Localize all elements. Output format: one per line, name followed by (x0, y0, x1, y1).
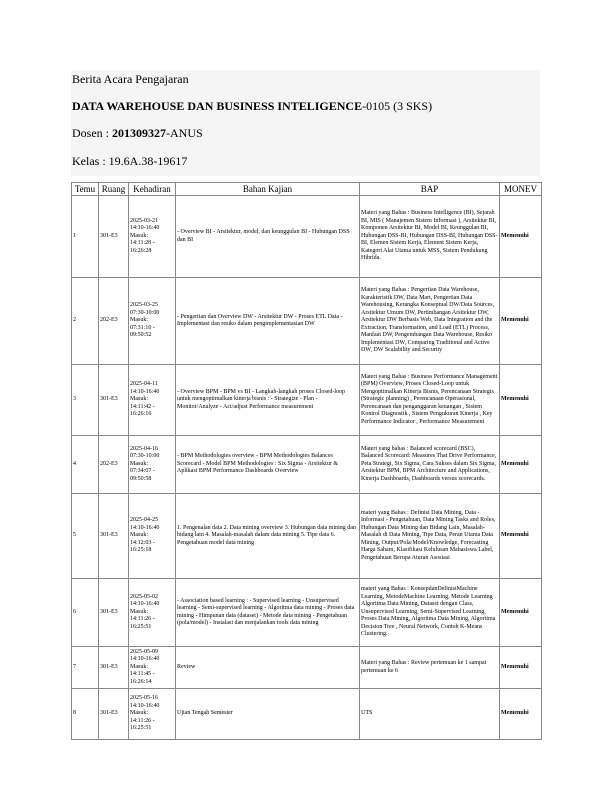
masuk-label: Masuk: (130, 396, 148, 403)
bap-cell: materi yang Bahas : KonsepdanDefinisiMachine Learning, MetodeMachine Learning, Metode Learning Algoritma Data Mining, Dataset dengan Class, Unsupervised Learning, Semi-Supervised Learning, Proses Data Mining, Algoritma Data Mining, Algoritma Decision Tree , Neural Network, Contoh K-Means Clustering. (360, 579, 500, 647)
waktu: 14:10-16:40 (130, 225, 160, 232)
temu-cell: 2 (72, 278, 99, 365)
course-code: -0105 (3 SKS) (362, 99, 433, 113)
bahan-kajian-cell: - Association based learning : - Supervised learning - Unsupervised learning - Semi-supervised learning - Algoritma data mining - Proses data mining - Himpunan data (dataset) - Metode data mining - Pengetahuan (pola/model) - Instalasi dan menjalankan tools data mining (176, 579, 360, 647)
dosen-line (72, 126, 203, 141)
bap-cell: Materi yang Bahas : Business Performance Management (BPM) Overview, Proses Closed-Loop untuk Mengoptimalkan Kinerja Bisnis, Perencanaan Strategis (Strategic planning) , Perencanaan Operasional, Perencanaan dan penganggaran keuangan , Sistem Kontrol Diagnostik , Sistem Pengukuran Kinerja , Key Performance Indicator , Performance Measurement (360, 365, 500, 436)
bahan-kajian-cell: - Overview BI - Arsitektur, model, dan keunggulan BI - Hubungan DSS dan BI (176, 196, 360, 278)
tanggal: 2025-05-16 (130, 695, 158, 702)
table-row (72, 647, 542, 689)
monev-cell: Memenuhi (500, 365, 542, 436)
monev-cell: Memenuhi (500, 196, 542, 278)
doc-title: Berita Acara Pengajaran (72, 72, 189, 86)
table-header-row (72, 183, 542, 196)
monev-cell: Memenuhi (500, 579, 542, 647)
masuk-time: 14:11:42 - 16:26:16 (130, 403, 155, 418)
masuk-label: Masuk: (130, 608, 148, 615)
tanggal: 2025-05-02 (130, 593, 158, 600)
kehadiran-cell (129, 365, 176, 436)
bap-cell: Materi yang bahas : Balanced scorecard (BSC), Balanced Scorecard: Measures That Drive Performance, Peta Strategi, Six Sigma, Cara Sukses dalam Six Sigma, Arsitektur BPM, BPM Architecture and Applications, Kinerja Dashboards, Dashboards versus scorecards. (360, 436, 500, 494)
bahan-kajian-cell: - Pengertian dan Overview DW - Arsitektur DW - Proses ETL Data - Implementasi dan resiko dalam pengimplementasian DW (176, 278, 360, 365)
monev-cell: Memenuhi (500, 647, 542, 689)
tanggal: 2025-03-21 (130, 217, 158, 224)
waktu: 14:10-16:40 (130, 388, 160, 395)
tanggal: 2025-04-11 (130, 381, 158, 388)
masuk-time: 14:11:26 - 16:25:51 (130, 616, 155, 630)
kelas-value: : 19.6A.38-19617 (99, 154, 188, 168)
bahan-kajian-cell: Review (176, 647, 360, 689)
waktu: 14:10-16:40 (130, 524, 160, 531)
kehadiran-cell (129, 689, 176, 740)
bap-cell: Materi yang Bahas : Pengertian Data Warehouse, Karakteristik DW, Data Mart, Pengertian Data Warehousing, Kerangka Konseptual DW/Data Sources, Arsitektur Umum DW, Pertimbangan Arsitektur DW, Arsitektur DW Berbasis Web, Data Integration and the Extraction, Transformation, and Load (ETL) Process, Manfaat DW, Pengembangan Data Warehouse, Resiko Implementasi DW, Comparing Traditional and Active DW, DW Scalability and Security (360, 278, 500, 365)
masuk-time: 07:34:07 - 09:50:58 (130, 468, 155, 482)
bahan-kajian-cell: 1. Pengenalan data 2. Data mining overview 3. Hubungan data mining dan bidang lain 4. Masalah-masalah dalam data mining 5. Tipe data 6. Pengetahuan model data mining (176, 494, 360, 579)
temu-cell: 4 (72, 436, 99, 494)
masuk-label: Masuk: (130, 317, 148, 324)
ruang-cell: 301-E3 (99, 689, 129, 740)
document-header (71, 70, 540, 176)
monev-cell: Memenuhi (500, 689, 542, 740)
bahan-kajian-cell: - Overview BPM - BPM vs BI - Langkah-langkah proses Closed-loop untuk mengoptimalkan kinerja bisnis : - Strategize - Plan - Monitor/Analyze - Act/adjust Performance measurement (176, 365, 360, 436)
course-name: DATA WAREHOUSE DAN BUSINESS INTELIGENCE (72, 99, 363, 113)
dosen-sep: : (102, 126, 113, 140)
temu-cell: 7 (72, 647, 99, 689)
col-header-bahan-kajian: Bahan Kajian (176, 183, 360, 196)
col-header-monev: MONEV (500, 183, 542, 196)
temu-cell: 8 (72, 689, 99, 740)
col-header-kehadiran: Kehadiran (129, 183, 176, 196)
waktu: 14:10-16:40 (130, 702, 160, 709)
table-row (72, 436, 542, 494)
bap-cell: Materi yang Bahas : Business Intelligence (BI), Sejarah BI, MIS ( Manajemen Sistem Informasi ), Arsitektur BI, Komponen Arsitektur BI, Model BI, Keunggulan BI, Hubungan DSS-BI, Hubungan DSS-BI, Hubungan DSS-BI, Elemen Sistem Kerja, Element Sistem Kerja, Kategori Alat Utama untuk MSS, Sistem Pendukung Hibrida. (360, 196, 500, 278)
ruang-cell: 301-E3 (99, 494, 129, 579)
col-header-bap: BAP (360, 183, 500, 196)
masuk-label: Masuk: (130, 710, 148, 717)
monev-cell: Memenuhi (500, 278, 542, 365)
waktu: 14:10-16:40 (130, 656, 160, 663)
kehadiran-cell (129, 579, 176, 647)
masuk-label: Masuk: (130, 460, 148, 467)
masuk-label: Masuk: (130, 532, 148, 539)
table-row (72, 278, 542, 365)
kehadiran-cell (129, 436, 176, 494)
masuk-time: 14:11:28 - 16:26:28 (130, 240, 155, 254)
bahan-kajian-cell: Ujian Tengah Semester (176, 689, 360, 740)
waktu: 07:30-10:00 (130, 309, 160, 316)
waktu: 07:30-10:00 (130, 453, 160, 460)
kelas-label: Kelas (72, 154, 100, 168)
ruang-cell: 301-E3 (99, 196, 129, 278)
ruang-cell: 202-E3 (99, 436, 129, 494)
dosen-name: -ANUS (166, 126, 203, 140)
bap-cell: Materi yang Bahas : Review pertemuan ke 1 sampai pertemuan ke 6 (360, 647, 500, 689)
temu-cell: 1 (72, 196, 99, 278)
masuk-time: 14:11:26 - 16:25:51 (130, 717, 155, 732)
temu-cell: 5 (72, 494, 99, 579)
kehadiran-cell (129, 278, 176, 365)
bahan-kajian-cell: - BPM Methodologies overview - BPM Methodologies Balances Scorecard - Model BPM Methodologies : Six Sigma - Arsitektur & Aplikasi BPM Performance Dashboards Overview (176, 436, 360, 494)
bap-table (71, 182, 542, 740)
tanggal: 2025-04-16 (130, 445, 158, 452)
table-row (72, 579, 542, 647)
monev-cell: Memenuhi (500, 436, 542, 494)
table-row (72, 196, 542, 278)
ruang-cell: 202-E3 (99, 278, 129, 365)
masuk-label: Masuk: (130, 232, 148, 239)
dosen-id: 201309327 (112, 126, 167, 140)
tanggal: 2025-05-09 (130, 648, 158, 655)
tanggal: 2025-03-25 (130, 302, 158, 309)
tanggal: 2025-04-25 (130, 517, 158, 524)
ruang-cell: 301-E3 (99, 365, 129, 436)
temu-cell: 6 (72, 579, 99, 647)
kehadiran-cell (129, 196, 176, 278)
ruang-cell: 301-E3 (99, 579, 129, 647)
kehadiran-cell (129, 647, 176, 689)
kelas-line (72, 154, 187, 169)
table-row (72, 689, 542, 740)
col-header-ruang: Ruang (99, 183, 129, 196)
masuk-time: 07:31:10 - 09:50:52 (130, 324, 155, 339)
table-row (72, 365, 542, 436)
dosen-label: Dosen (72, 126, 103, 140)
monev-cell: Memenuhi (500, 494, 542, 579)
course-line (72, 99, 432, 114)
masuk-time: 14:11:45 - 16:26:14 (130, 671, 155, 685)
masuk-time: 14:12:03 - 16:25:18 (130, 539, 155, 554)
bap-cell: materi yang Bahas : Definisi Data Mining, Data - Informasi - Pengetahuan, Data Mining Tasks and Roles, Hubungan Data Mining dan Bidang Lain, Masalah-Masalah di Data Mining, Tipe Data, Peran Utama Data Mining, Output/Pola/Model/Knowledge, Forecasting Harga Saham, Klasifikasi Kelulusan Mahasiswa Label, Pengetahuan Berupa Aturan Asosiasi (360, 494, 500, 579)
col-header-temu: Temu (72, 183, 99, 196)
bap-cell: UTS (360, 689, 500, 740)
waktu: 14:10-16:40 (130, 601, 160, 608)
kehadiran-cell (129, 494, 176, 579)
table-row (72, 494, 542, 579)
temu-cell: 3 (72, 365, 99, 436)
ruang-cell: 301-E3 (99, 647, 129, 689)
masuk-label: Masuk: (130, 663, 148, 670)
